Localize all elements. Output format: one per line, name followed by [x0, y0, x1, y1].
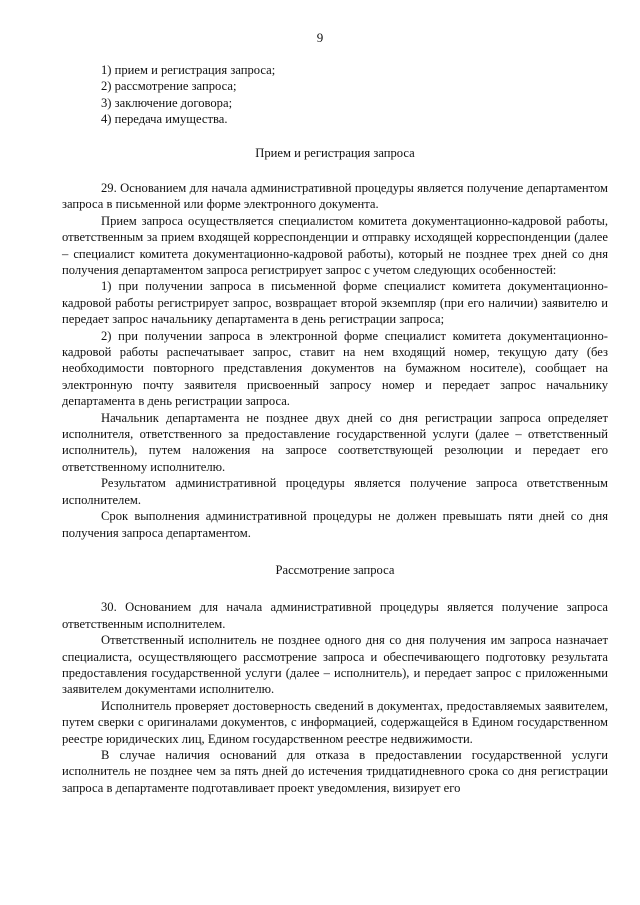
page-number: 9: [316, 30, 324, 45]
paragraph: Начальник департамента не позднее двух дней со дня регистрации запроса определяет исполнителя, ответственного за предоставление государственной услуги (далее – ответственный исполнитель), путем наложения на запросе соответствующей резолюции и передает его ответственному исполнителю.: [62, 410, 608, 474]
paragraph: Прием запроса осуществляется специалистом комитета документационно-кадровой работы, ответственным за прием входящей корреспонденции и отправку исходящей корреспонденции (далее – специалист комитета документационно-кадровой работы), который не позднее трех дней со дня получения департаментом запроса регистрирует запрос с учетом следующих особенностей:: [62, 213, 608, 277]
paragraph: 29. Основанием для начала административной процедуры является получение департаментом запроса в письменной или форме электронного документа.: [62, 180, 608, 212]
paragraph: Исполнитель проверяет достоверность сведений в документах, предоставляемых заявителем, путем сверки с оригиналами документов, с информацией, содержащейся в Едином государственном реестре юридических лиц, Едином государственном реестре недвижимости.: [62, 698, 608, 746]
document-body: [62, 62, 608, 796]
list-item: 4) передача имущества.: [101, 112, 228, 127]
section-heading-registration: Прием и регистрация запроса: [255, 145, 415, 160]
paragraph: В случае наличия оснований для отказа в предоставлении государственной услуги исполнитель не позднее чем за пять дней до истечения тридцатидневного срока со дня регистрации запроса в департаменте подготавливает проект уведомления, визирует его: [62, 747, 608, 795]
paragraph: 1) при получении запроса в письменной форме специалист комитета документационно-кадровой работы регистрирует запрос, возвращает второй экземпляр (при его наличии) заявителю и передает запрос начальнику департамента в день регистрации запроса;: [62, 279, 608, 327]
section-registration: [62, 180, 608, 541]
paragraph: 2) при получении запроса в электронной форме специалист комитета документационно-кадровой работы распечатывает запрос, ставит на нем входящий номер, текущую дату (без необходимости повторного представления документов на бумажном носителе), сообщает на электронную почту заявителя присвоенный запросу номер и передает запрос начальнику департамента в день регистрации запроса.: [62, 328, 608, 409]
paragraph: Срок выполнения административной процедуры не должен превышать пяти дней со дня получения запроса департаментом.: [62, 509, 608, 540]
paragraph: Результатом административной процедуры является получение запроса ответственным исполнителем.: [62, 476, 608, 507]
stages-list: [62, 62, 608, 128]
section-heading-review: Рассмотрение запроса: [275, 562, 395, 577]
list-item: 2) рассмотрение запроса;: [101, 79, 237, 94]
paragraph: 30. Основанием для начала административной процедуры является получение запроса ответственным исполнителем.: [62, 600, 608, 631]
list-item: 1) прием и регистрация запроса;: [101, 63, 276, 77]
list-item: 3) заключение договора;: [101, 95, 233, 110]
paragraph: Ответственный исполнитель не позднее одного дня со дня получения им запроса назначает специалиста, осуществляющего рассмотрение запроса и обеспечивающего подготовку результата предоставления государственной услуги (далее – исполнитель), и передает запрос с приложенными заявителем документами исполнителю.: [62, 633, 608, 697]
section-review: [62, 599, 608, 796]
